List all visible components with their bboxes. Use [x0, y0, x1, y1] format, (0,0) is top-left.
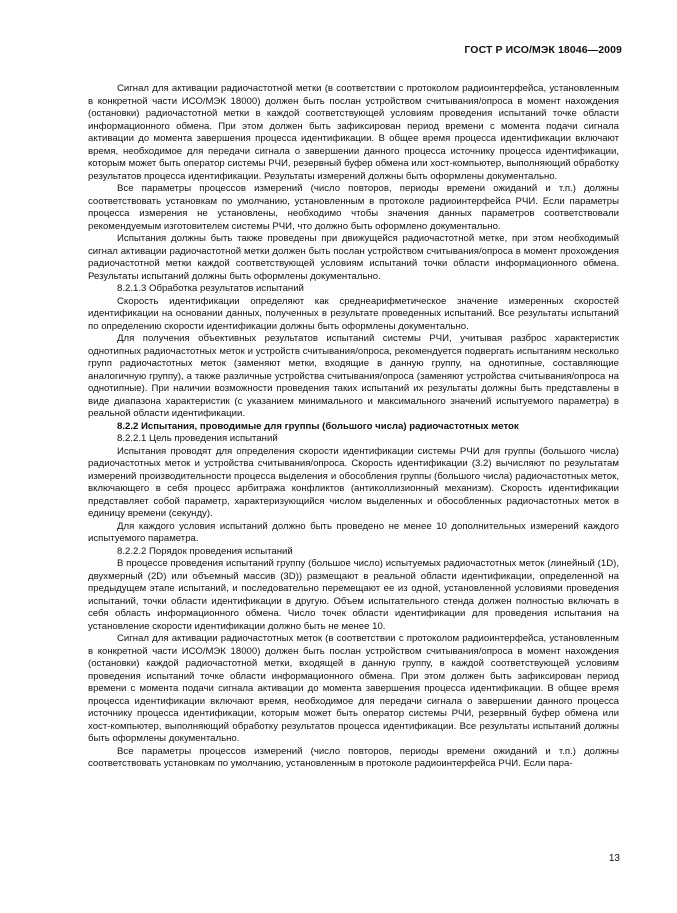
paragraph: Сигнал для активации радиочастотной метки (в соответствии с протоколом радиоинтерфейса, установленным в конкретной части ИСО/МЭК 18000) должен быть послан устройством считывания/опроса в момент нахождения (остановки) радиочастотной метки в каждой соответствующей условиям проведения испытаний точке области информационного обмена. При этом должен быть зафиксирован период времени с момента подачи сигнала активации до момента завершения процесса идентификации. В общее время процесса идентификации включают время, необходимое для передачи сигнала о завершении данного процесса источнику процесса идентификации, которым может быть оператор системы РЧИ, резервный буфер обмена или хост-компьютер, выполняющий обработку результатов процесса идентификации. Результаты измерений должны быть оформлены документально.	[88, 83, 619, 182]
page-number: 13	[608, 853, 620, 864]
paragraph: Для получения объективных результатов испытаний системы РЧИ, учитывая разброс характеристик однотипных радиочастотных меток и устройств считывания/опроса, рекомендуется подвергать испытаниям несколько групп радиочастотных меток (заменяют метки, входящие в данную группу, на однотипные, составляющие аналогичную группу), а также различные устройства считывания/опроса (заменяют устройства считывания/опроса на однотипные). При наличии возможности проведения таких испытаний их результаты должны быть представлены в виде диапазона характеристик (с указанием минимального и максимального значений испытуемого параметра) в реальной области идентификации.	[88, 333, 619, 419]
paragraph: Испытания должны быть также проведены при движущейся радиочастотной метке, при этом необходимый сигнал активации радиочастотной метки должен быть послан устройством считывания/опроса в момент прохождения радиочастотной метки каждой соответствующей условиям испытаний точки области информационного обмена. Результаты испытаний должны быть оформлены документально.	[88, 233, 619, 282]
section-heading: 8.2.2 Испытания, проводимые для группы (большого числа) радиочастотных меток	[117, 420, 519, 432]
page-body	[88, 83, 619, 771]
paragraph: Сигнал для активации радиочастотных меток (в соответствии с протоколом радиоинтерфейса, установленным в конкретной части ИСО/МЭК 18000) должен быть послан устройством считывания/опроса в момент нахождения (остановки) каждой радиочастотной метки, входящей в данную группу, в каждой соответствующей условиям проведения испытаний точке области информационного обмена. При этом должен быть зафиксирован период времени с момента подачи сигнала активации до момента завершения процесса идентификации. В общее время процесса идентификации включают время, необходимое для передачи сигнала о завершении данного процесса источнику процесса идентификации, которым может быть оператор системы РЧИ, резервный буфер обмена или хост-компьютер, выполняющий обработку результатов процесса идентификации. Все результаты испытаний должны быть оформлены документально.	[88, 633, 619, 744]
paragraph: В процессе проведения испытаний группу (большое число) испытуемых радиочастотных меток (линейный (1D), двухмерный (2D) или объемный массив (3D)) размещают в реальной области идентификации, определенной на предыдущем этапе испытаний, и последовательно перемещают ее из одной, установленной условиями проведения испытаний, точки области идентификации в другую. Объем испытательного стенда должен полностью включать в себя область информационного обмена. Число точек области идентификации для проведения испытания на установление скорости идентификации должно быть не менее 10.	[88, 558, 619, 632]
paragraph: Испытания проводят для определения скорости идентификации системы РЧИ для группы (большого числа) радиочастотных меток и устройства считывания/опроса. Скорость идентификации (3.2) вычисляют по результатам измерений производительности процесса выделения и обособления группы (большого числа) радиочастотных меток, включающего в себя процесс арбитража конфликтов (антиколлизионный механизм). Скорость идентификации представляет собой параметр, характеризующийся числом выделенных и обособленных радиочастотных меток в единицу времени (секунду).	[88, 445, 619, 519]
paragraph: Скорость идентификации определяют как среднеарифметическое значение измеренных скоростей идентификации на основании данных, полученных в результате проведенных испытаний. Все результаты испытаний по определению скорости идентификации должны быть оформлены документально.	[88, 295, 619, 332]
paragraph: Все параметры процессов измерений (число повторов, периоды времени ожиданий и т.п.) должны соответствовать установкам по умолчанию, установленным в протоколе радиоинтерфейса РЧИ. Если параметры процесса измерения не установлены, необходимо чтобы значения данных параметров соответствовали рекомендуемым изготовителем системы РЧИ, что должно быть оформлено документально.	[88, 183, 619, 232]
section-heading: 8.2.2.1 Цель проведения испытаний	[117, 433, 278, 444]
section-heading: 8.2.2.2 Порядок проведения испытаний	[117, 545, 293, 557]
paragraph: Для каждого условия испытаний должно быть проведено не менее 10 дополнительных измерений каждого испытуемого параметра.	[88, 520, 619, 544]
section-heading: 8.2.1.3 Обработка результатов испытаний	[117, 283, 304, 294]
document-header: ГОСТ Р ИСО/МЭК 18046—2009	[464, 44, 622, 56]
paragraph: Все параметры процессов измерений (число повторов, периоды времени ожиданий и т.п.) должны соответствовать установкам по умолчанию, установленным в протоколе радиоинтерфейса РЧИ. Если пара-	[88, 745, 619, 769]
